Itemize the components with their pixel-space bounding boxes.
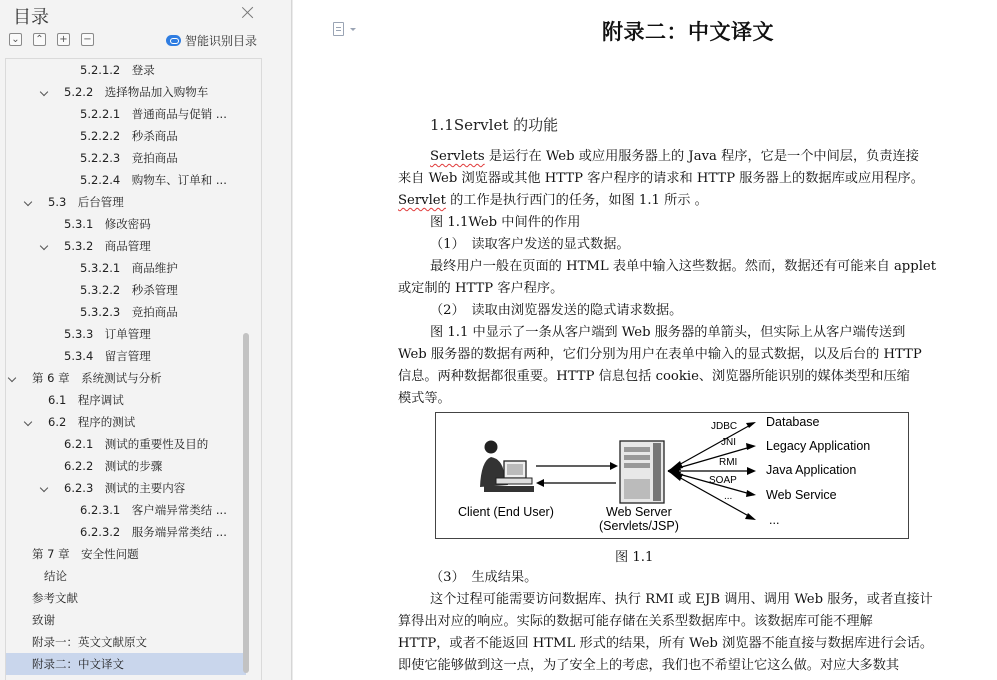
- paragraph-line: （3） 生成结果。: [430, 570, 538, 585]
- toc-scrollbar[interactable]: [243, 333, 249, 673]
- toc-item[interactable]: [6, 191, 246, 213]
- paragraph-line: 算得出对应的响应。实际的数据可能存储在关系型数据库中。该数据库可能不理解: [398, 614, 873, 629]
- toc-item[interactable]: [6, 257, 246, 279]
- paragraph-line: 即使它能够做到这一点，为了安全上的考虑，我们也不希望让它这么做。对应大多数其: [398, 658, 900, 673]
- toc-item-label: 5.3.2 商品管理: [64, 239, 151, 253]
- target-label: ...: [769, 513, 780, 527]
- protocol-label: RMI: [719, 457, 738, 468]
- toc-item[interactable]: [6, 103, 246, 125]
- chevron-down-icon[interactable]: [40, 242, 48, 250]
- toc-item[interactable]: [6, 235, 246, 257]
- toc-item[interactable]: [6, 543, 246, 565]
- chevron-down-icon[interactable]: [350, 28, 356, 31]
- document-title: 附录二：中文译文: [602, 20, 774, 44]
- chevron-down-icon[interactable]: [24, 198, 32, 206]
- paragraph-line: 最终用户一般在页面的 HTML 表单中输入这些数据。然而，数据还有可能来自 applet: [430, 259, 937, 274]
- smart-toc-icon: [166, 35, 181, 46]
- toc-item-label: 5.2.2.1 普通商品与促销 ...: [80, 107, 227, 121]
- toc-item-label: 6.2.3 测试的主要内容: [64, 481, 186, 495]
- paragraph-line: 模式等。: [398, 391, 451, 406]
- paragraph-line: 或定制的 HTTP 客户程序。: [398, 281, 564, 296]
- toc-item[interactable]: [6, 499, 246, 521]
- smart-toc-label: 智能识别目录: [185, 34, 258, 48]
- toc-item-label: 5.2.2 选择物品加入购物车: [64, 85, 209, 99]
- protocol-label: SOAP: [709, 475, 737, 486]
- protocol-label: JNI: [721, 437, 736, 448]
- toc-item-label: 5.3.2.3 竞拍商品: [80, 305, 178, 319]
- toc-item[interactable]: [6, 279, 246, 301]
- toc-item[interactable]: [6, 411, 246, 433]
- toc-item-label: 5.2.2.3 竞拍商品: [80, 151, 178, 165]
- target-label: Database: [766, 415, 820, 429]
- toc-item-label: 5.2.2.2 秒杀商品: [80, 129, 178, 143]
- figure-caption: 图 1.1: [615, 550, 654, 565]
- toc-item[interactable]: [6, 631, 246, 653]
- toc-item[interactable]: [6, 345, 246, 367]
- target-label: Java Application: [766, 463, 857, 477]
- chevron-down-icon[interactable]: [8, 374, 16, 382]
- toc-item[interactable]: [6, 653, 246, 675]
- toc-item[interactable]: [6, 81, 246, 103]
- toc-item-label: 5.2.2.4 购物车、订单和 ...: [80, 173, 227, 187]
- toc-item-label: 5.3.1 修改密码: [64, 217, 151, 231]
- toc-item[interactable]: [6, 609, 246, 631]
- remove-level-icon[interactable]: −: [81, 33, 94, 46]
- chevron-down-icon[interactable]: [40, 88, 48, 96]
- toc-item-label: 附录一：英文文献原文: [32, 635, 147, 649]
- toc-sidebar: [0, 0, 292, 680]
- toc-item-label: 6.1 程序调试: [48, 393, 124, 407]
- expand-up-icon[interactable]: ⌃: [33, 33, 46, 46]
- toc-item-label: 致谢: [32, 613, 55, 627]
- toc-item-label: 6.2.3.1 客户端异常类结 ...: [80, 503, 227, 517]
- toc-item[interactable]: [6, 455, 246, 477]
- toc-list: [5, 58, 262, 680]
- paragraph-line: [398, 190, 708, 212]
- paragraph-text: 的工作是执行西门的任务，如图 1.1 所示 。: [445, 193, 708, 208]
- protocol-label: ...: [724, 491, 733, 502]
- client-computer-icon: [480, 441, 534, 493]
- toc-item-label: 5.3 后台管理: [48, 195, 124, 209]
- toc-item-label: 5.3.3 订单管理: [64, 327, 151, 341]
- toc-item[interactable]: [6, 169, 246, 191]
- paragraph-text: 是运行在 Web 或应用服务器上的 Java 程序，它是一个中间层，负责连接: [484, 149, 919, 164]
- paragraph-line: （1） 读取客户发送的显式数据。: [430, 237, 630, 252]
- toc-item[interactable]: [6, 389, 246, 411]
- server-label: Web Server: [606, 505, 672, 519]
- paragraph-line: 来自 Web 浏览器或其他 HTTP 客户程序的请求和 HTTP 服务器上的数据库或应用程序。: [398, 171, 924, 186]
- paragraph-line: 图 1.1Web 中间件的作用: [430, 215, 581, 230]
- paragraph-line: 这个过程可能需要访问数据库、执行 RMI 或 EJB 调用、调用 Web 服务，或者直接计: [430, 592, 933, 607]
- chevron-down-icon[interactable]: [40, 484, 48, 492]
- section-heading: 1.1Servlet 的功能: [430, 116, 559, 134]
- chevron-down-icon[interactable]: [24, 418, 32, 426]
- web-server-icon: [620, 441, 664, 503]
- target-label: Legacy Application: [766, 439, 871, 453]
- toc-item[interactable]: [6, 301, 246, 323]
- document-icon[interactable]: [333, 22, 344, 36]
- target-label: Web Service: [766, 488, 837, 502]
- toc-item-label: 第 6 章 系统测试与分析: [32, 371, 162, 385]
- toc-item-label: 结论: [44, 569, 67, 583]
- toc-item[interactable]: [6, 565, 246, 587]
- toc-item-label: 5.3.2.1 商品维护: [80, 261, 178, 275]
- toc-item[interactable]: [6, 521, 246, 543]
- toc-item[interactable]: [6, 147, 246, 169]
- toc-item[interactable]: [6, 213, 246, 235]
- toc-item-label: 5.2.1.2 登录: [80, 63, 155, 77]
- paragraph-line: （2） 读取由浏览器发送的隐式请求数据。: [430, 303, 683, 318]
- toc-item-label: 附录二：中文译文: [32, 657, 124, 671]
- close-icon[interactable]: [240, 5, 256, 21]
- paragraph-line: 信息。两种数据都很重要。HTTP 信息包括 cookie、浏览器所能识别的媒体类型和压缩: [398, 369, 910, 384]
- toc-item-label: 6.2 程序的测试: [48, 415, 136, 429]
- toc-item[interactable]: [6, 587, 246, 609]
- paragraph-line: 图 1.1 中显示了一条从客户端到 Web 服务器的单箭头，但实际上从客户端传送到: [430, 325, 906, 340]
- add-level-icon[interactable]: +: [57, 33, 70, 46]
- toc-item[interactable]: [6, 323, 246, 345]
- figure-web-middleware: [435, 412, 909, 539]
- toc-item-label: 参考文献: [32, 591, 78, 605]
- toc-item[interactable]: [6, 477, 246, 499]
- toc-item-label: 6.2.2 测试的步骤: [64, 459, 163, 473]
- protocol-label: JDBC: [711, 421, 738, 432]
- toc-item-label: 5.3.2.2 秒杀管理: [80, 283, 178, 297]
- smart-toc-button[interactable]: [166, 32, 257, 49]
- toc-item-label: 6.2.1 测试的重要性及目的: [64, 437, 209, 451]
- toc-title: 目录: [13, 7, 49, 28]
- toc-item[interactable]: [6, 59, 246, 81]
- toc-item[interactable]: [6, 433, 246, 455]
- collapse-all-icon[interactable]: ⌄: [9, 33, 22, 46]
- server-sublabel: (Servlets/JSP): [599, 519, 679, 533]
- toc-item-label: 6.2.3.2 服务端异常类结 ...: [80, 525, 227, 539]
- paragraph-line: [430, 146, 919, 168]
- document-page: [293, 0, 997, 680]
- toc-item-label: 第 7 章 安全性问题: [32, 547, 139, 561]
- paragraph-line: Web 服务器的数据有两种，它们分别为用户在表单中输入的显式数据，以及后台的 HTTP: [398, 347, 922, 362]
- paragraph-line: HTTP，或者不能返回 HTML 形式的结果，所有 Web 浏览器不能直接与数据库进行会话。: [398, 636, 934, 651]
- toc-item[interactable]: [6, 125, 246, 147]
- spellcheck-word[interactable]: Servlets: [430, 149, 485, 164]
- client-label: Client (End User): [458, 505, 554, 519]
- toc-item-label: 5.3.4 留言管理: [64, 349, 151, 363]
- toc-item[interactable]: [6, 367, 246, 389]
- spellcheck-word[interactable]: Servlet: [398, 193, 446, 208]
